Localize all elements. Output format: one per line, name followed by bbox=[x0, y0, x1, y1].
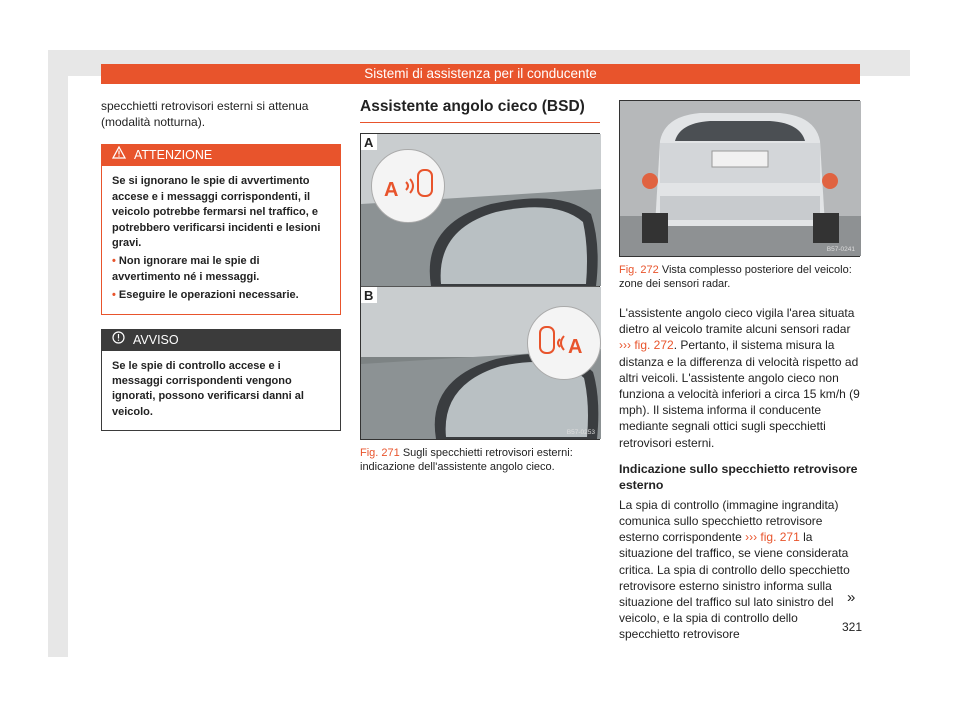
warning-title: ATTENZIONE bbox=[134, 148, 213, 163]
blind-spot-icon bbox=[527, 306, 601, 380]
svg-text:A: A bbox=[384, 179, 399, 201]
chapter-header: Sistemi di assistenza per il conducente bbox=[101, 64, 860, 84]
warning-body bbox=[102, 166, 340, 313]
blind-spot-icon bbox=[371, 149, 445, 223]
figure-caption bbox=[619, 263, 860, 291]
figure-number: Fig. 271 bbox=[360, 447, 400, 459]
svg-text:A: A bbox=[568, 336, 583, 358]
notice-body bbox=[102, 351, 340, 431]
subheading: Indicazione sullo specchietto retrovisore esterno bbox=[619, 461, 858, 492]
warning-bullet: • Eseguire le operazioni necessarie. bbox=[112, 289, 299, 302]
notice-box bbox=[101, 329, 341, 432]
notice-header bbox=[102, 330, 340, 351]
figure-code: B57-0253 bbox=[566, 429, 595, 436]
figure-number: Fig. 272 bbox=[619, 264, 659, 276]
body-paragraph: La spia di controllo (immagine ingrandita) comunica sullo specchietto retrovisore esterno corrispondente ››› fig. 271 la situazione del traffico, se viene considerata critica. La spia di controllo dello specchietto retrovisore esterno sinistro informa sulla situazione del traffico sul lato sinistro del veicolo, e la spia di controllo dello specchietto retrovisore bbox=[619, 497, 850, 642]
warning-box bbox=[101, 144, 341, 314]
column-middle bbox=[360, 98, 600, 474]
figure-caption bbox=[360, 446, 600, 474]
notice-title: AVVISO bbox=[133, 332, 179, 347]
body-paragraph: L'assistente angolo cieco vigila l'area situata dietro al veicolo tramite alcuni sensori radar ››› fig. 272. Pertanto, il sistema misura la distanza e la differenza di velocità rispetto ad altri veicoli. L'assistente angolo cieco non funziona a velocità inferiori a circa 15 km/h (9 mph). Il sistema informa il conducente mediante segnali ottici sugli specchietti retrovisori esterni. bbox=[619, 306, 860, 450]
info-circle-icon bbox=[112, 330, 125, 351]
page-number: 321 bbox=[842, 620, 863, 634]
intro-text: specchietti retrovisori esterni si attenua (modalità notturna). bbox=[101, 99, 309, 130]
figure-271 bbox=[360, 133, 600, 440]
figure-272 bbox=[619, 100, 860, 257]
figure-caption-text: Sugli specchietti retrovisori esterni: indicazione dell'assistente angolo cieco. bbox=[360, 447, 573, 473]
notice-text: Se le spie di controllo accese e i messaggi corrispondenti vengono ignorati, possono verificarsi danni al veicolo. bbox=[112, 359, 304, 418]
section-title: Assistente angolo cieco (BSD) bbox=[360, 98, 600, 123]
continue-mark: » bbox=[847, 589, 856, 606]
column-left bbox=[101, 98, 341, 431]
figure-reference-link[interactable]: ››› fig. 272 bbox=[619, 338, 674, 353]
warning-header bbox=[102, 145, 340, 166]
figure-caption-text: Vista complesso posteriore del veicolo: zone dei sensori radar. bbox=[619, 264, 852, 290]
figure-code: B57-0241 bbox=[826, 246, 855, 253]
warning-triangle-icon bbox=[112, 145, 126, 166]
figure-reference-link[interactable]: ››› fig. 271 bbox=[745, 530, 800, 545]
figure-panel-label: B bbox=[364, 288, 374, 303]
warning-bullet: • Non ignorare mai le spie di avvertimento né i messaggi. bbox=[112, 255, 260, 283]
column-right bbox=[619, 100, 863, 643]
figure-panel-label: A bbox=[364, 135, 374, 150]
warning-text: Se si ignorano le spie di avvertimento accese e i messaggi corrispondenti, il veicolo potrebbe fermarsi nel traffico, e potrebbero verificarsi incidenti e lesioni gravi. bbox=[112, 175, 321, 250]
